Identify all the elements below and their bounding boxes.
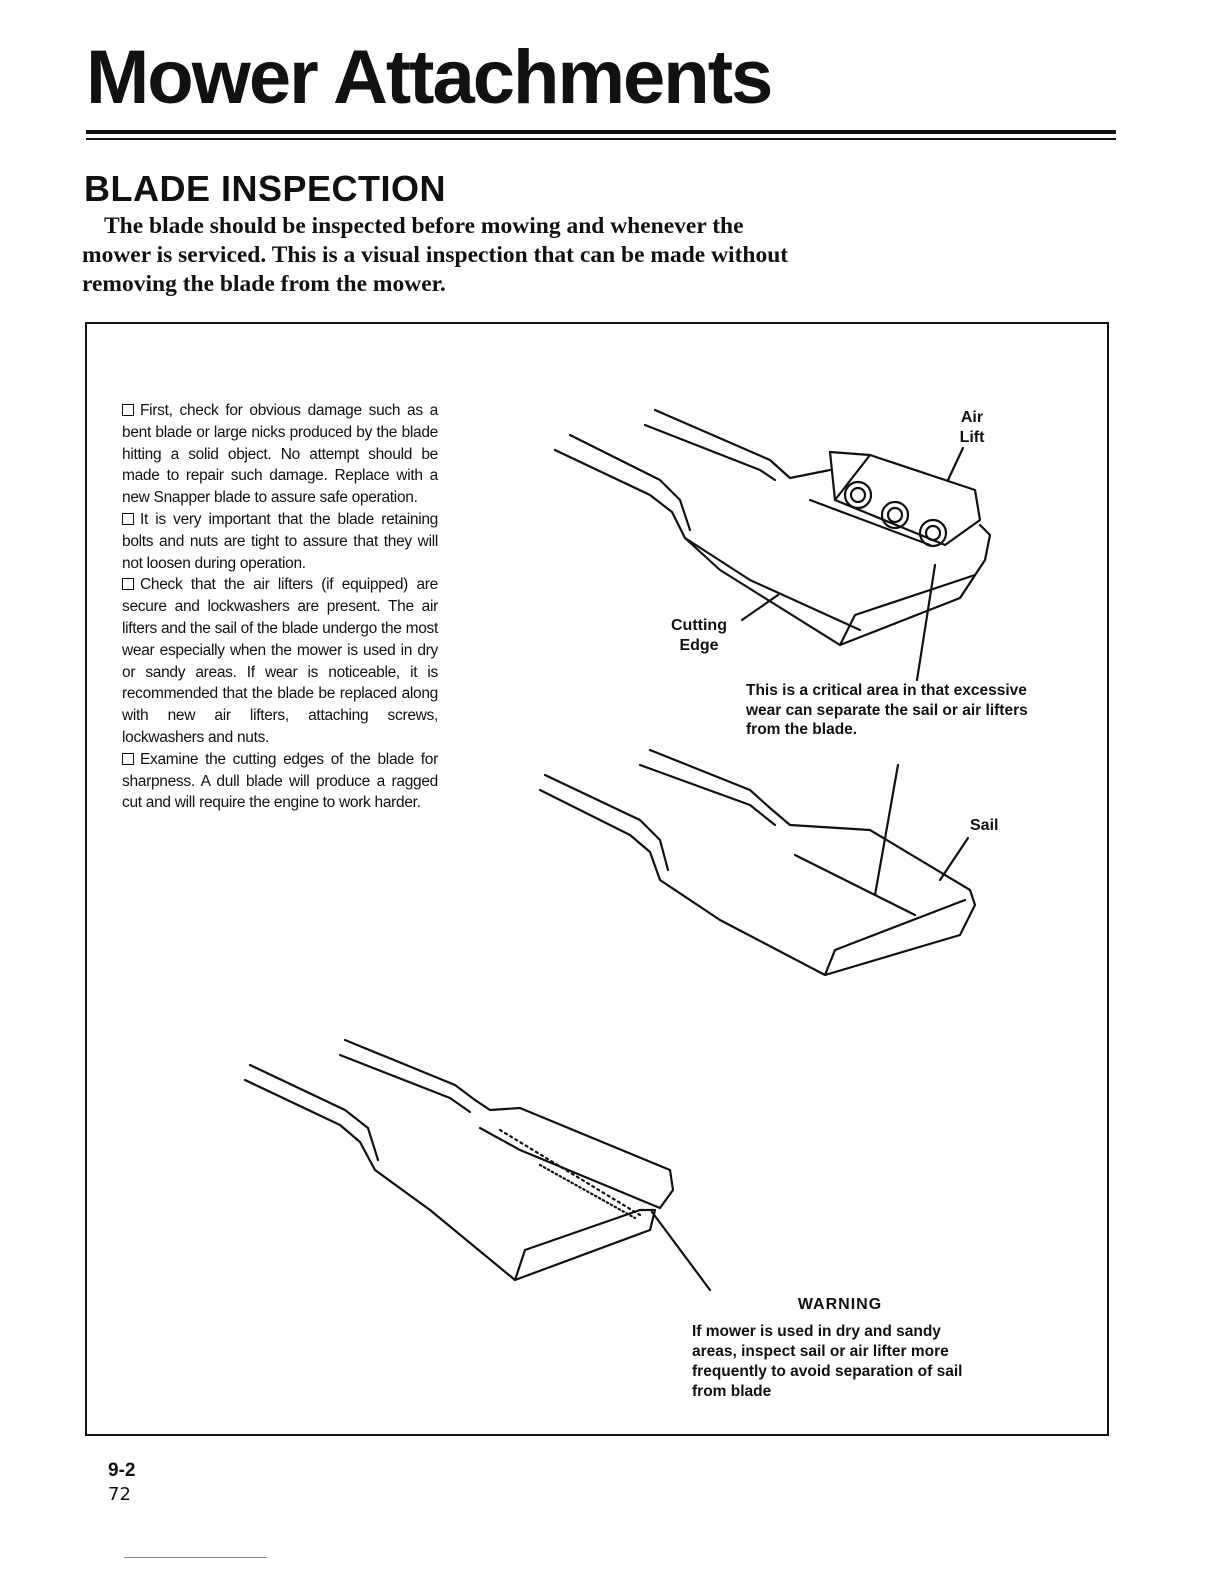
- sail-label: Sail: [970, 817, 999, 834]
- checklist-item-text: It is very important that the blade retaining bolts and nuts are tight to assure that they will not loosen during operation.: [122, 510, 438, 572]
- air-lift-label-line2: Lift: [959, 429, 985, 446]
- scan-artifact-line: [124, 1557, 267, 1558]
- critical-area-callout: This is a critical area in that excessive wear can separate the sail or air lifters from the blade.: [746, 682, 1028, 738]
- intro-paragraph: The blade should be inspected before mowing and whenever the mower is serviced. This is a visual inspection that can be made without removing the blade from the mower.: [82, 213, 789, 297]
- checklist-item-text: Examine the cutting edges of the blade for sharpness. A dull blade will produce a ragged cut and will require the engine to work harder.: [122, 750, 438, 812]
- warning-title: WARNING: [797, 1296, 883, 1313]
- blade-with-air-lifter-illustration: [555, 410, 990, 680]
- cutting-edge-label-line2: Edge: [679, 637, 719, 654]
- blade-with-sail-illustration: [540, 750, 975, 975]
- air-lift-label: [950, 408, 994, 448]
- checklist-item-text: First, check for obvious damage such as a bent blade or large nicks produced by the blade hitting a solid object. No attempt should be made to repair such damage. Replace with a new Snapper blade to assure safe operation.: [122, 402, 438, 507]
- cutting-edge-label: [664, 616, 734, 656]
- handwritten-note: 72: [108, 1484, 131, 1505]
- page-title: Mower Attachments: [86, 35, 772, 120]
- cutting-edge-label-line1: Cutting: [671, 617, 727, 634]
- section-heading: BLADE INSPECTION: [84, 168, 447, 209]
- air-lift-label-line1: Air: [960, 409, 984, 426]
- checklist-item-text: Check that the air lifters (if equipped) are secure and lockwashers are present. The air lifters and the sail of the blade undergo the most wear especially when the mower is used in dry or sandy areas. If wear is noticeable, it is recommended that the blade be replaced along with new air lifters, attaching screws, lockwashers and nuts.: [122, 576, 438, 746]
- warning-body: If mower is used in dry and sandy areas, inspect sail or air lifter more frequently to avoid separation of sail from blade: [692, 1323, 963, 1400]
- page-number: 9-2: [108, 1460, 136, 1481]
- blade-separation-illustration: [245, 1040, 710, 1290]
